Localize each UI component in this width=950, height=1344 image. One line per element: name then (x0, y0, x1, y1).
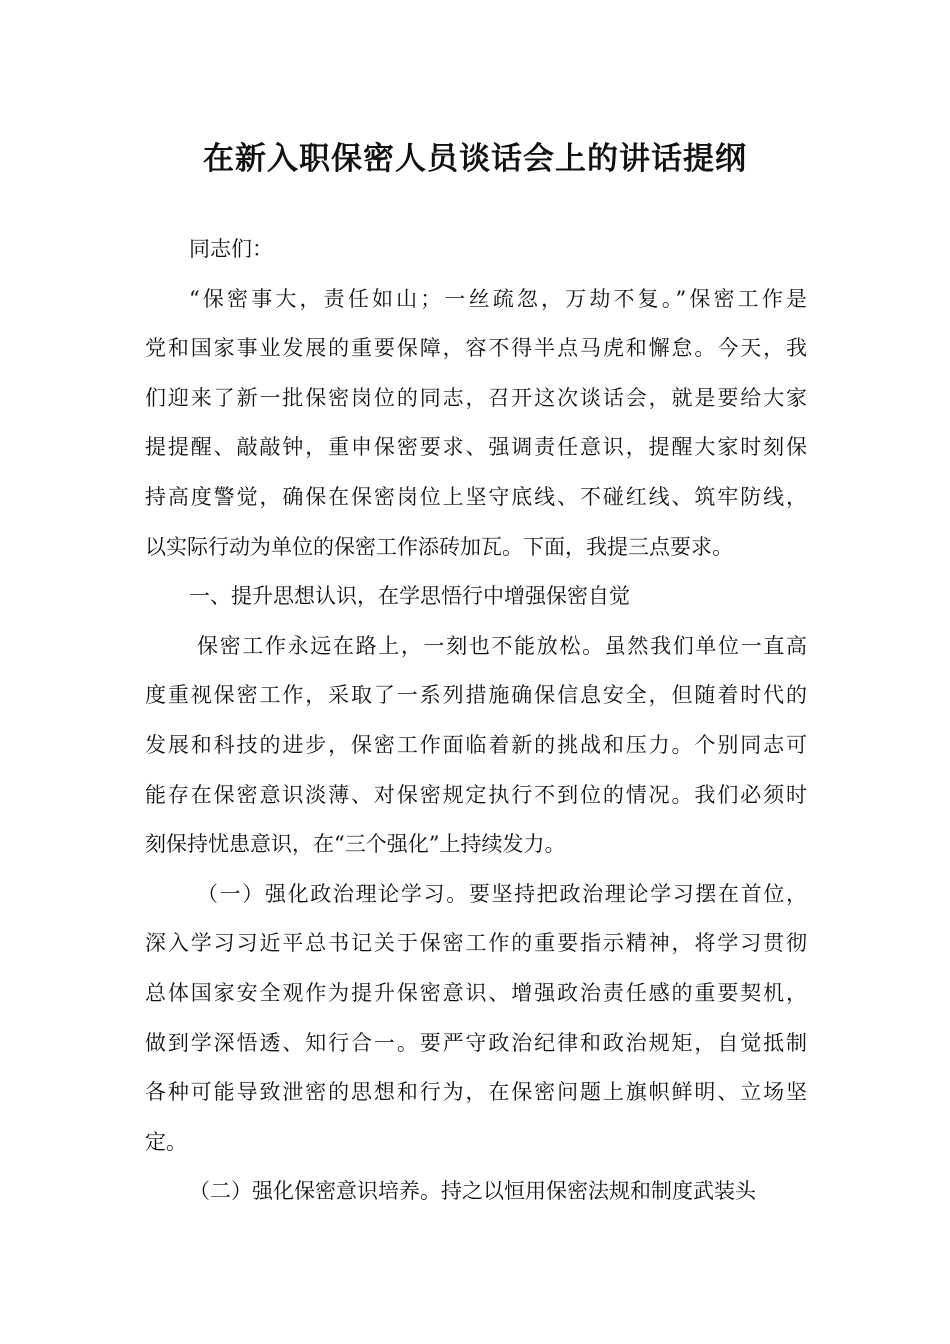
paragraph (145, 275, 807, 573)
paragraph-line: 保密工作永远在路上，一刻也不能放松。虽然我们单位一直高 (197, 633, 807, 658)
paragraph-line: 以实际行动为单位的保密工作添砖加瓦。下面，我提三点要求。 (145, 534, 733, 559)
paragraph-line: 总体国家安全观作为提升保密意识、增强政治责任感的重要契机， (145, 980, 807, 1005)
paragraph-line: “保密事大，责任如山；一丝疏忽，万劫不复。”保密工作是 (189, 286, 807, 311)
paragraph-line: 持高度警觉，确保在保密岗位上坚守底线、不碰红线、筑牢防线， (145, 484, 807, 509)
paragraph-line: 发展和科技的进步，保密工作面临着新的挑战和压力。个别同志可 (145, 732, 807, 757)
paragraph-line: 提提醒、敲敲钟，重申保密要求、强调责任意识，提醒大家时刻保 (145, 435, 807, 460)
paragraph-line: 深入学习习近平总书记关于保密工作的重要指示精神，将学习贯彻 (145, 931, 807, 956)
paragraph-line: 刻保持忧患意识，在“三个强化”上持续发力。 (145, 832, 566, 857)
paragraph-line: 度重视保密工作，采取了一系列措施确保信息安全，但随着时代的 (145, 683, 807, 708)
paragraph-line: 们迎来了新一批保密岗位的同志，召开这次谈话会，就是要给大家 (145, 385, 807, 410)
paragraph-line: 能存在保密意识淡薄、对保密规定执行不到位的情况。我们必须时 (145, 782, 807, 807)
document-body (145, 225, 807, 1217)
document-title: 在新入职保密人员谈话会上的讲话提纲 (203, 141, 747, 177)
paragraph-line: 一、提升思想认识，在学思悟行中增强保密自觉 (189, 584, 630, 609)
paragraph-line: 定。 (145, 1129, 187, 1154)
paragraph-line: （二）强化保密意识培养。持之以恒用保密法规和制度武装头 (189, 1179, 756, 1204)
paragraph-line: 党和国家事业发展的重要保障，容不得半点马虎和懈怠。今天，我 (145, 336, 807, 361)
paragraph (145, 572, 807, 622)
paragraph-line: 各种可能导致泄密的思想和行为，在保密问题上旗帜鲜明、立场坚 (145, 1080, 807, 1105)
paragraph (145, 1167, 807, 1217)
paragraph-line: 做到学深悟透、知行合一。要严守政治纪律和政治规矩，自觉抵制 (145, 1030, 807, 1055)
salutation: 同志们： (189, 237, 273, 261)
paragraph (145, 622, 807, 870)
paragraph (145, 870, 807, 1168)
paragraph-line: （一）强化政治理论学习。要坚持把政治理论学习摆在首位， (197, 881, 807, 906)
